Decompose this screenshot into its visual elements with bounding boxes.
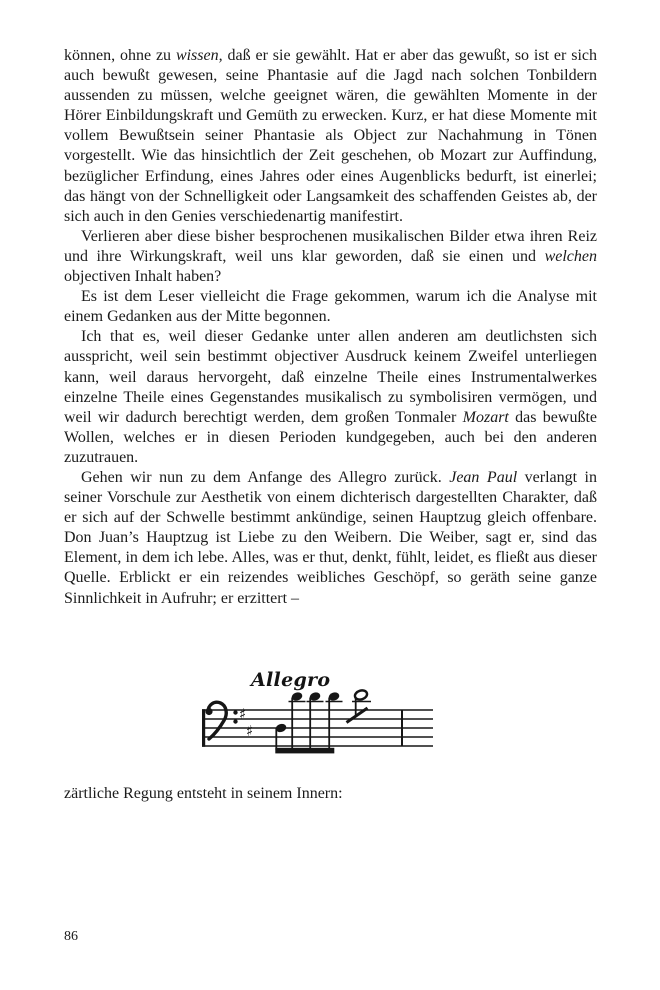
body-text [64, 46, 597, 609]
closing-line: zärtliche Regung entsteht in seinem Innern: [64, 785, 343, 802]
bass-clef-icon [205, 702, 237, 739]
staff-lines [202, 710, 433, 746]
text-segment: verlangt in seiner Vorschule zur Aesthetik von einem dichterisch dargestellten Charakter, daß er sich auf der Schwelle bestimmt ankündige, seinen Hauptzug gleich offenbare. Don Juan’s Hauptzug ist Liebe zu den Weibern. Die Weiber, sagt er, sind das Element, in dem ich lebe. Alles, was er thut, denkt, fühlt, leidet, es fließt aus dieser Quelle. Erblickt er ein reizendes weibliches Geschöpf, so geräth seine ganze Sinnlichkeit in Aufruhr; er erzittert – [64, 468, 597, 607]
text-segment: objectiven Inhalt haben? [64, 268, 222, 286]
paragraph [64, 46, 597, 227]
text-segment: daß er sie gewählt. Hat er aber das gewußt, so ist er sich auch bewußt gewesen, seine Phantasie auf die Jagd nach solchen Tonbildern aussenden zu müssen, welche geeignet wären, die gewählten Momente in der Hörer Einbildungskraft und Gemüth zu erwecken. Kurz, er hat diese Momente mit vollem Bewußtsein seiner Phantasie als Object zur Nachahmung in Tönen vorgestellt. Wie das hinsichtlich der Zeit geschehen, ob Mozart zur Auffindung, bezüglicher Erfindung, eines Jahres oder eines Augenblicks bedurft, ist einerlei; das hängt von der Schnelligkeit oder Langsamkeit des schaffenden Geistes ab, der sich auch in den Genies verschiedenartig manifestirt. [64, 47, 597, 225]
paragraph [64, 468, 597, 609]
text-segment: Es ist dem Leser vielleicht die Frage gekommen, warum ich die Analyse mit einem Gedanken aus der Mitte begonnen. [64, 288, 597, 326]
music-example-figure [195, 666, 445, 772]
text-segment: Verlieren aber diese bisher besprochenen musikalischen Bilder etwa ihren Reiz und ihre Wirkungskraft, weil uns klar geworden, daß sie einen und [64, 227, 597, 265]
eighth-notes-high [289, 691, 343, 750]
beam [275, 748, 334, 754]
page-number: 86 [64, 929, 78, 944]
text-segment-italic: wissen, [175, 47, 223, 64]
text-segment-italic: welchen [544, 247, 597, 265]
half-note [347, 689, 372, 723]
text-segment: können, ohne zu [64, 47, 176, 64]
text-segment: Gehen wir nun zu dem Anfange des Allegro zurück. [81, 468, 450, 486]
tempo-marking: Allegro [251, 669, 331, 691]
text-segment-italic: Mozart [462, 408, 509, 426]
svg-text:♯: ♯ [246, 722, 254, 740]
paragraph [64, 327, 597, 468]
paragraph [64, 227, 597, 287]
svg-text:♯: ♯ [239, 705, 247, 723]
text-segment: Ich that es, weil dieser Gedanke unter allen anderen am deutlichsten sich ausspricht, weil sein bestimmt objectiver Ausdruck keinem Zweifel unterliegen kann, weil daraus hervorgeht, daß einzelne Theile eines Instrumentalwerkes einzelne Theile eines Gegenstandes musikalisch zu symbolisiren vermögen, und weil wir dadurch berechtigt werden, dem großen Tonmaler [64, 328, 597, 426]
text-segment-italic: Jean Paul [449, 468, 518, 486]
text-segment: das bewußte Wollen, welches er in diesen Perioden kundgegeben, auch bei den anderen zuzutrauen. [64, 408, 598, 466]
music-notation-image [195, 688, 445, 760]
paragraph [64, 287, 597, 327]
